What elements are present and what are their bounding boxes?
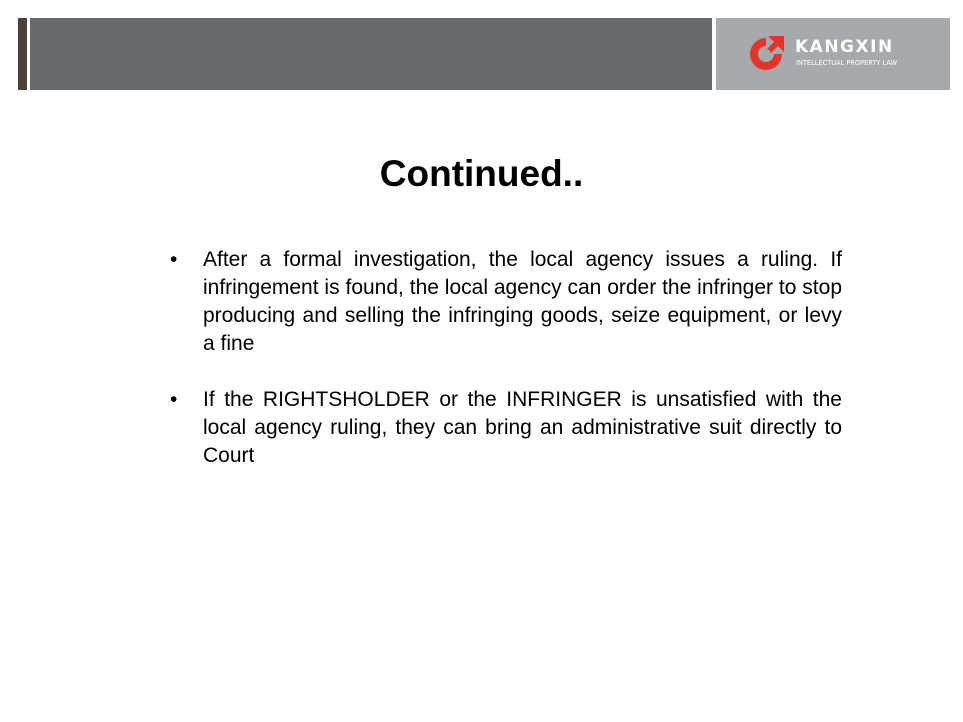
- bullet-symbol: •: [170, 248, 178, 271]
- bullet-item: [170, 386, 842, 470]
- bullet-list: [170, 246, 842, 470]
- kangxin-logo-icon: [746, 34, 786, 74]
- bullet-symbol: •: [170, 388, 178, 411]
- header-gray-band: [30, 18, 712, 90]
- header-accent-bar: [18, 18, 27, 90]
- bullet-item: [170, 246, 842, 358]
- logo-name: KANGXIN: [795, 37, 894, 57]
- bullet-text: If the RIGHTSHOLDER or the INFRINGER is unsatisfied with the local agency ruling, they can bring an administrative suit directly to Court: [203, 388, 842, 467]
- slide-title: Continued..: [379, 153, 584, 194]
- logo-tagline: INTELLECTUAL PROPERTY LAW: [796, 59, 897, 67]
- bullet-text: After a formal investigation, the local agency issues a ruling. If infringement is found, the local agency can order the infringer to stop producing and selling the infringing goods, seize equipment, or levy a fine: [203, 248, 842, 355]
- logo-panel: [716, 18, 950, 90]
- header-band: [0, 0, 963, 90]
